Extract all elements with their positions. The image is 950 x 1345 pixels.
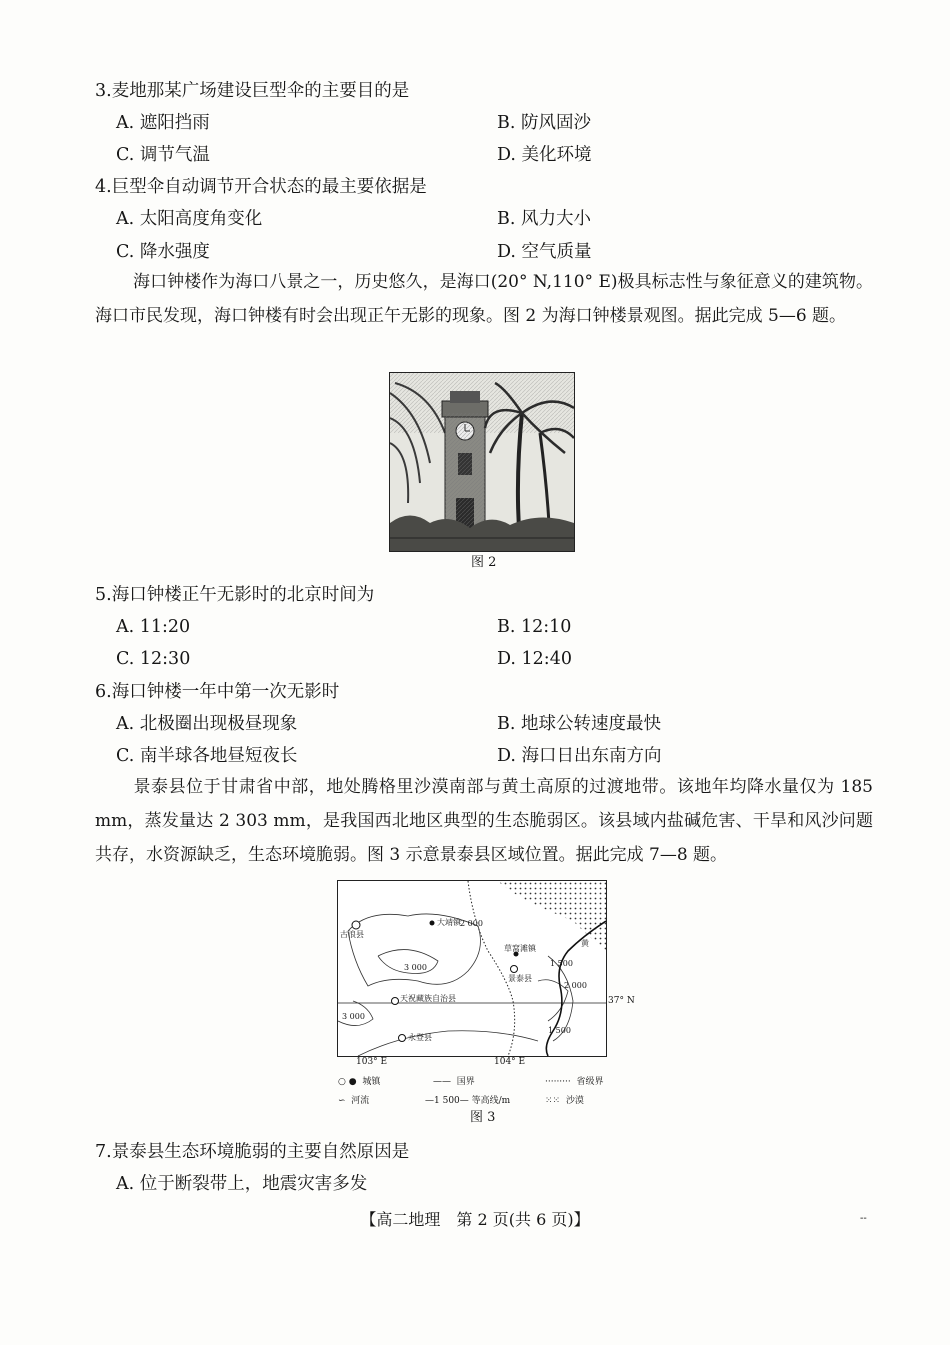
label-caowo: 草窝滩镇 [504, 944, 536, 953]
label-gulang: 古浪县 [340, 930, 364, 939]
legend-town: ○ ● 城镇 [338, 1077, 381, 1087]
label-contour-2000-east: 2 000 [564, 981, 587, 990]
q6-option-b: B. 地球公转速度最快 [497, 714, 661, 734]
desert-pattern-icon: ⁙⁙ [545, 1096, 561, 1106]
q5-option-b: B. 12:10 [497, 617, 572, 637]
border-line-icon: —— [433, 1077, 451, 1087]
q7-stem: 7.景泰县生态环境脆弱的主要自然原因是 [95, 1142, 410, 1162]
q3-option-a: A. 遮阳挡雨 [116, 113, 210, 133]
contour-line-sample: —1 500— [425, 1096, 469, 1106]
label-dajing: 大靖镇 [437, 918, 461, 927]
legend-desert: ⁙⁙ 沙漠 [545, 1096, 584, 1106]
q3-option-d: D. 美化环境 [497, 145, 592, 165]
q4-stem: 4.巨型伞自动调节开合状态的最主要依据是 [95, 177, 427, 197]
legend-province: ········· 省级界 [545, 1077, 604, 1087]
figure-2-clock-tower-image [389, 372, 575, 552]
passage-jingtai [95, 770, 873, 872]
town-jingtai-marker [511, 966, 518, 973]
q4-option-c: C. 降水强度 [116, 242, 210, 262]
province-line-icon: ········· [545, 1077, 571, 1087]
q4-option-d: D. 空气质量 [497, 242, 592, 262]
desert-area [498, 881, 606, 951]
town-dajing-marker [430, 921, 435, 926]
label-lon-103e: 103° E [356, 1057, 388, 1067]
q4-option-b: B. 风力大小 [497, 209, 591, 229]
passage-haikou-text: 海口钟楼作为海口八景之一，历史悠久，是海口(20° N,110° E)极具标志性与象征意义的建筑物。海口市民发现，海口钟楼有时会出现正午无影的现象。图 2 为海口钟楼景观图。据此完成 5—6 题。 [95, 272, 873, 326]
town-tianzhu-marker [392, 998, 399, 1005]
label-contour-1500-south: 1 500 [548, 1026, 571, 1035]
q4-option-a: A. 太阳高度角变化 [116, 209, 263, 229]
q5-option-a: A. 11:20 [116, 617, 191, 637]
q6-option-a: A. 北极圈出现极昼现象 [116, 714, 298, 734]
label-contour-2000-west: 2 000 [460, 919, 483, 928]
q5-option-c: C. 12:30 [116, 649, 191, 669]
clock-tower-illustration [390, 373, 574, 551]
passage-jingtai-text: 景泰县位于甘肃省中部，地处腾格里沙漠南部与黄土高原的过渡地带。该地年均降水量仅为 185 mm，蒸发量达 2 303 mm，是我国西北地区典型的生态脆弱区。该县域内盐碱危害、干旱和风沙问题共存，水资源缺乏，生态环境脆弱。图 3 示意景泰县区域位置。据此完成 7—8 题。 [95, 777, 873, 865]
q6-stem: 6.海口钟楼一年中第一次无影时 [95, 682, 340, 702]
label-contour-1500-north: 1 500 [550, 959, 573, 968]
passage-haikou [95, 265, 873, 333]
province-boundary [468, 881, 515, 1056]
label-lon-104e: 104° E [494, 1057, 526, 1067]
q3-option-c: C. 调节气温 [116, 145, 210, 165]
q7-option-a: A. 位于断裂带上，地震灾害多发 [116, 1174, 368, 1194]
q6-option-d: D. 海口日出东南方向 [497, 746, 662, 766]
label-jingtai: 景泰县 [508, 974, 532, 983]
label-lat-37n: 37° N [608, 996, 635, 1006]
q5-option-d: D. 12:40 [497, 649, 572, 669]
page-footer: 【高二地理 第 2 页(共 6 页)】 [360, 1210, 590, 1229]
figure-3-map [337, 880, 607, 1057]
contour-south [358, 1031, 538, 1056]
q3-stem: 3.麦地那某广场建设巨型伞的主要目的是 [95, 81, 410, 101]
town-symbol-icon: ○ ● [338, 1077, 357, 1087]
legend-contour: —1 500— 等高线/m [425, 1096, 511, 1106]
label-contour-3000-inner: 3 000 [404, 963, 427, 972]
label-yongdeng: 永登县 [408, 1033, 432, 1042]
q3-option-b: B. 防风固沙 [497, 113, 591, 133]
town-gulang-marker [352, 921, 360, 929]
legend-border: —— 国界 [433, 1077, 475, 1087]
town-yongdeng-marker [399, 1035, 406, 1042]
legend-river: ∽ 河流 [338, 1096, 370, 1106]
label-tianzhu: 天祝藏族自治县 [400, 994, 456, 1003]
label-river-huang: 黄 [581, 939, 589, 948]
label-contour-3000-sw: 3 000 [342, 1012, 365, 1021]
q5-stem: 5.海口钟楼正午无影时的北京时间为 [95, 585, 375, 605]
corner-mark: -- [860, 1213, 867, 1224]
figure-3-caption: 图 3 [470, 1110, 496, 1125]
q6-option-c: C. 南半球各地昼短夜长 [116, 746, 298, 766]
river-line-icon: ∽ [338, 1096, 346, 1106]
figure-2-caption: 图 2 [471, 555, 497, 570]
